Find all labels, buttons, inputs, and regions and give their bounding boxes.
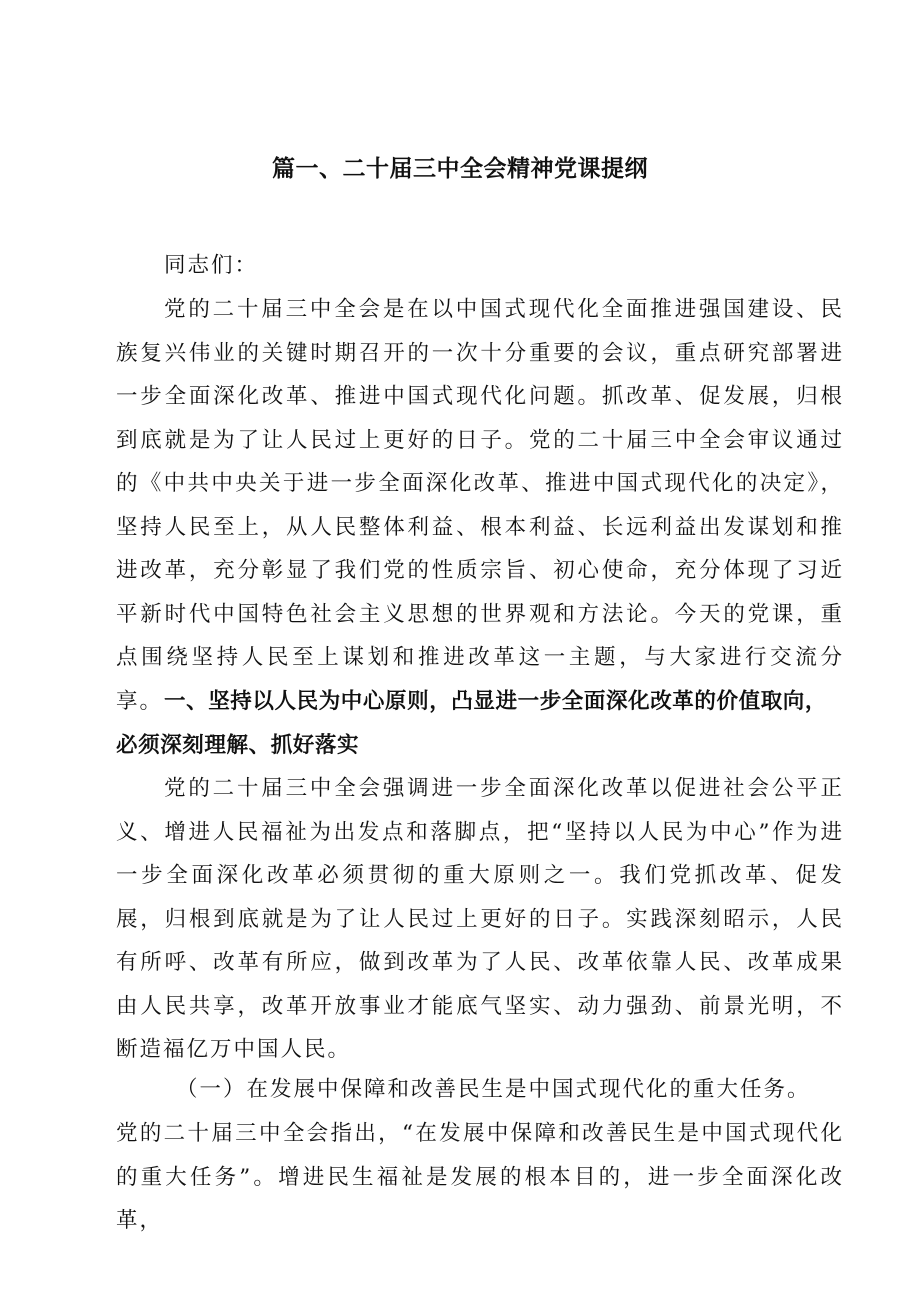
document-title: 篇一、二十届三中全会精神党课提纲 — [272, 156, 648, 182]
paragraph-subsection-1: 党的二十届三中全会指出，“在发展中保障和改善民生是中国式现代化的重大任务”。增进民生福祉是发展的根本目的，进一步全面深化改革， — [116, 1121, 844, 1233]
subheading-1: （一）在发展中保障和改善民生是中国式现代化的重大任务。 — [176, 1077, 811, 1102]
section-heading-1: 一、坚持以人民为中心原则，凸显进一步全面深化改革的价值取向，必须深刻理解、抓好落实 — [116, 689, 828, 758]
salutation: 同志们： — [164, 253, 259, 278]
paragraph-intro: 党的二十届三中全会是在以中国式现代化全面推进强国建设、民族复兴伟业的关键时期召开的一次十分重要的会议，重点研究部署进一步全面深化改革、推进中国式现代化问题。抓改革、促发展，归根到底就是为了让人民过上更好的日子。党的二十届三中全会审议通过的《中共中央关于进一步全面深化改革、推进中国式现代化的决定》，坚持人民至上，从人民整体利益、根本利益、长远利益出发谋划和推进改革，充分彰显了我们党的性质宗旨、初心使命，充分体现了习近平新时代中国特色社会主义思想的世界观和方法论。今天的党课，重点围绕坚持人民至上谋划和推进改革这一主题，与大家进行交流分享。 — [116, 297, 844, 714]
paragraph-section-1: 党的二十届三中全会强调进一步全面深化改革以促进社会公平正义、增进人民福祉为出发点和落脚点，把“坚持以人民为中心”作为进一步全面深化改革必须贯彻的重大原则之一。我们党抓改革、促发展，归根到底就是为了让人民过上更好的日子。实践深刻昭示，人民有所呼、改革有所应，做到改革为了人民、改革依靠人民、改革成果由人民共享，改革开放事业才能底气坚实、动力强劲、前景光明，不断造福亿万中国人民。 — [116, 776, 844, 1062]
